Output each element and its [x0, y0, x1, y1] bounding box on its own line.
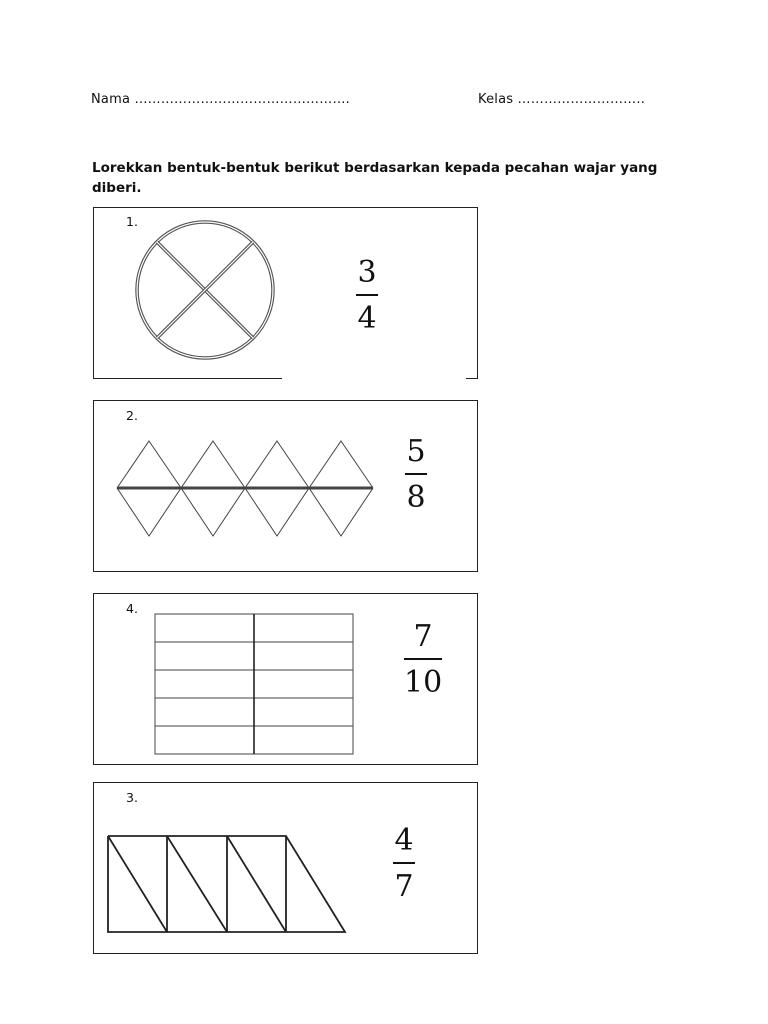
numerator: 5 [406, 434, 426, 469]
numerator: 4 [394, 823, 414, 858]
denominator: 4 [357, 301, 377, 336]
denominator: 8 [406, 480, 426, 515]
question-1-number: 1. [126, 214, 138, 229]
question-2-number: 2. [126, 408, 138, 423]
question-3-number: 3. [126, 790, 138, 805]
name-field: Nama …………………………………………. [91, 92, 350, 107]
question-4-number: 4. [126, 601, 138, 616]
fraction-bar [393, 862, 415, 864]
class-field: Kelas ……………………….. [478, 92, 646, 107]
denominator: 7 [394, 869, 414, 904]
numerator: 7 [413, 619, 433, 654]
numerator: 3 [357, 255, 377, 290]
question-3-fraction [393, 823, 415, 904]
denominator: 10 [404, 665, 443, 700]
instruction-text: Lorekkan bentuk-bentuk berikut berdasarkan kepada pecahan wajar yang diberi. [92, 160, 658, 196]
